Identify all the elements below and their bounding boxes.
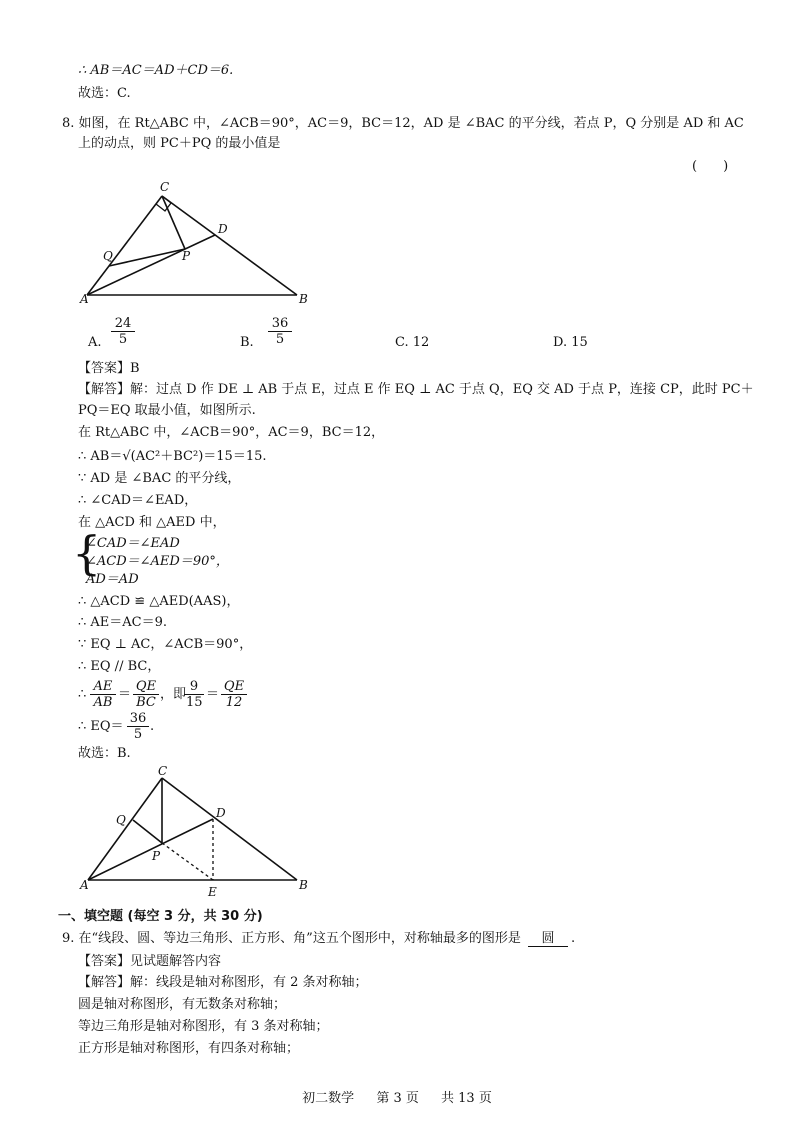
ratio-ie: ，即 (160, 687, 187, 702)
system-eq1: ∠CAD＝∠EAD (86, 536, 180, 551)
option-c: C. 12 (395, 335, 430, 350)
q8-stem-line2: 上的动点，则 PC＋PQ 的最小值是 (78, 136, 281, 151)
q9-stem-text: 9. 在“线段、圆、等边三角形、正方形、角”这五个图形中，对称轴最多的图形是 (62, 931, 521, 946)
footer-page: 第 3 页 (376, 1091, 419, 1106)
prev-solution-line: ∴ AB＝AC＝AD＋CD＝6. (78, 63, 234, 78)
eq-result-end: . (150, 719, 155, 734)
q8-solution-line9: ∴ AE＝AC＝9. (78, 615, 168, 630)
system-eq3: AD＝AD (86, 572, 139, 587)
fig2-label-q: Q (116, 813, 126, 827)
label-d: D (218, 222, 228, 236)
fig2-label-c: C (158, 764, 168, 778)
q9-answer: 【答案】见试题解答内容 (78, 954, 222, 969)
section-title: 一、填空题 (每空 3 分，共 30 分) (58, 909, 263, 924)
option-d: D. 15 (553, 335, 588, 350)
q9-stem-end: . (570, 931, 576, 946)
fig2-label-d: D (216, 806, 226, 820)
label-c: C (160, 180, 170, 194)
system-brace: { (72, 526, 102, 580)
ratio-equals-2: ＝ (206, 687, 220, 702)
q8-solution-line5: ∵ AD 是 ∠BAC 的平分线， (78, 471, 241, 486)
q8-solution-line4: ∴ AB＝√(AC²＋BC²)＝15＝15. (78, 449, 267, 464)
q9-solution-line4: 正方形是轴对称图形，有四条对称轴； (78, 1041, 300, 1056)
option-a-den: 5 (118, 332, 128, 347)
option-b-den: 5 (275, 332, 285, 347)
q9-blank: 圆 (528, 931, 568, 947)
option-b-num: 36 (268, 316, 292, 332)
label-a: A (80, 292, 89, 306)
ratio-frac-qe-12: $\frac{QE}{12}$ (221, 679, 247, 710)
q9-solution-line3: 等边三角形是轴对称图形，有 3 条对称轴； (78, 1019, 329, 1034)
q8-stem-line1: 8. 如图，在 Rt△ABC 中，∠ACB＝90°，AC＝9，BC＝12，AD 是 ∠BAC 的平分线，若点 P，Q 分别是 AD 和 AC (62, 116, 744, 131)
label-p: P (182, 249, 191, 263)
q8-solution-line7: 在 △ACD 和 △AED 中， (78, 515, 226, 530)
q9-stem (62, 930, 575, 948)
footer-subject: 初二数学 (302, 1091, 355, 1106)
fig2-label-e: E (208, 885, 217, 899)
option-a-num: 24 (111, 316, 135, 332)
eq-result-fraction: $\frac{36}{5}$ (127, 711, 149, 742)
option-a: A. (88, 335, 102, 350)
option-b: B. (240, 335, 254, 350)
q8-final-choice: 故选：B. (78, 746, 131, 761)
q8-solution-line8: ∴ △ACD ≌ △AED(AAS)， (78, 594, 240, 609)
q8-solution-line10: ∵ EQ ⊥ AC，∠ACB＝90°， (78, 637, 253, 652)
q8-solution-line3: 在 Rt△ABC 中，∠ACB＝90°，AC＝9，BC＝12， (78, 425, 385, 440)
q8-solution-line2: PQ＝EQ 取最小值，如图所示. (78, 403, 256, 418)
ratio-frac-ae-ab: $\frac{AE}{AB}$ (90, 679, 116, 710)
label-b: B (299, 292, 308, 306)
answer-bracket: ( ) (692, 159, 729, 174)
fig2-label-p: P (152, 849, 161, 863)
q8-answer: 【答案】B (78, 361, 140, 376)
ratio-equals: ＝ (118, 687, 132, 702)
fig2-label-a: A (80, 878, 89, 892)
ratio-prefix: ∴ (78, 687, 87, 702)
system-eq2: ∠ACD＝∠AED＝90°， (86, 554, 229, 569)
page-footer (0, 1087, 794, 1106)
prev-choice-line: 故选：C. (78, 86, 131, 101)
footer-total: 共 13 页 (441, 1091, 492, 1106)
q9-solution-line2: 圆是轴对称图形，有无数条对称轴； (78, 997, 287, 1012)
q8-solution-line11: ∴ EQ // BC， (78, 659, 161, 674)
q8-solution-line6: ∴ ∠CAD＝∠EAD， (78, 493, 198, 508)
ratio-frac-9-15: $\frac{9}{15}$ (186, 679, 203, 710)
label-q: Q (103, 249, 113, 263)
eq-result-prefix: ∴ EQ＝ (78, 719, 124, 734)
ratio-frac-qe-bc: $\frac{QE}{BC}$ (133, 679, 159, 710)
q9-solution-line1: 【解答】解：线段是轴对称图形，有 2 条对称轴； (78, 975, 368, 990)
q8-solution-line1: 【解答】解：过点 D 作 DE ⊥ AB 于点 E，过点 E 作 EQ ⊥ AC 于点 Q，EQ 交 AD 于点 P，连接 CP，此时 PC＋ (78, 382, 754, 397)
fig2-label-b: B (299, 878, 308, 892)
